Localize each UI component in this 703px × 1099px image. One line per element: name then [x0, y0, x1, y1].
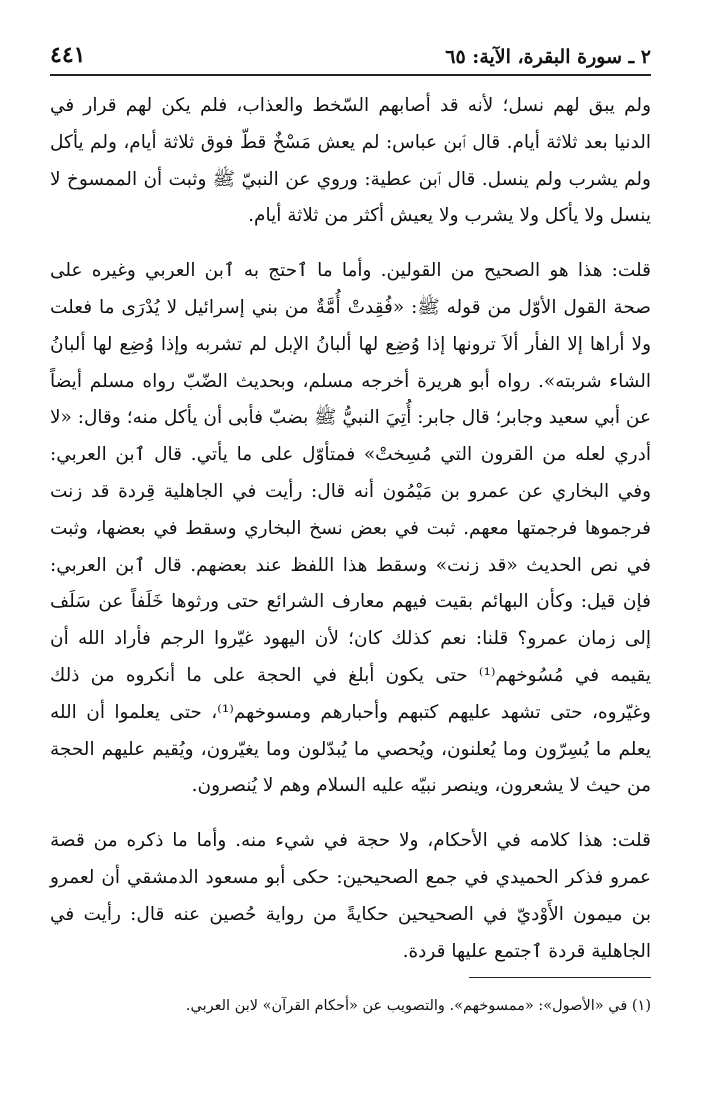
paragraph-3: قلت: هذا كلامه في الأحكام، ولا حجة في شيء منه. وأما ما ذكره من قصة عمرو فذكر الحميدي في جمع الصحيحين: حكى أبو مسعود الدمشقي أن لعمرو بن ميمون الأَوْديّ في الصحيحين حكايةً من رواية حُصين عنه قال: رأيت في الجاهلية قردة ٱجتمع عليها قردة. — [50, 830, 651, 962]
footnote-separator — [469, 977, 651, 978]
paragraph-1: ولم يبق لهم نسل؛ لأنه قد أصابهم السّخط والعذاب، فلم يكن لهم قرار في الدنيا بعد ثلاثة أيام. قال ٱبن عباس: لم يعش مَسْخٌ قطّ فوق ثلاثة أيام، ولم يأكل ولم يشرب ولم ينسل. قال ٱبن عطية: وروي عن النبيّ ﷺ وثبت أن الممسوخ لا ينسل ولا يأكل ولا يشرب ولا يعيش أكثر من ثلاثة أيام. — [50, 95, 651, 227]
running-title: ٢ ـ سورة البقرة، الآية: ٦٥ — [445, 46, 651, 68]
main-text — [50, 88, 651, 970]
footnote: (١) في «الأصول»: «ممسوخهم». والتصويب عن «أحكام القرآن» لابن العربي. — [185, 998, 651, 1014]
page-number: ٤٤١ — [50, 42, 86, 68]
paragraph-2: قلت: هذا هو الصحيح من القولين. وأما ما ٱحتج به ٱبن العربي وغيره على صحة القول الأوّل من قوله ﷺ: «فُقِدتْ أُمَّةٌ من بني إسرائيل لا يُدْرَى ما فعلت ولا أراها إلا الفأر ألاَ ترونها إذا وُضِع لها ألبانُ الإبل لم تشربه وإذا وُضِع لها ألبانُ الشاء شربته». رواه أبو هريرة أخرجه مسلم، وبحديث الضّبّ رواه مسلم أيضاً عن أبي سعيد وجابر؛ قال جابر: أُتِيَ النبيُّ ﷺ بضبّ فأبى أن يأكل منه؛ وقال: «لا أدري لعله من القرون التي مُسِختْ» فمتأوّل على ما يأتي. قال ٱبن العربي: وفي البخاري عن عمرو بن مَيْمُون أنه قال: رأيت في الجاهلية قِردة قد زنت فرجموها فرجمتها معهم. ثبت في بعض نسخ البخاري وسقط في بعضها، وثبت في نص الحديث «قد زنت» وسقط هذا اللفظ عند بعضهم. قال ٱبن العربي: فإن قيل: وكأن البهائم بقيت فيهم معارف الشرائع حتى ورثوها خَلَفاً عن سَلَف إلى زمان عمرو؟ قلنا: نعم كذلك كان؛ لأن اليهود غيّروا الرجم فأراد الله أن يقيمه في مُسُوخهم⁽¹⁾ حتى يكون أبلغ في الحجة على ما أنكروه من ذلك وغيّروه، حتى تشهد عليهم كتبهم وأحبارهم ومسوخهم⁽¹⁾، حتى يعلموا أن الله يعلم ما يُسِرّون وما يُعلنون، ويُحصي ما يُبدّلون وما يغيّرون، ويُقيم عليهم الحجة من حيث لا يشعرون، وينصر نبيّه عليه السلام وهم لا يُنصرون. — [50, 260, 651, 797]
page-header — [50, 36, 651, 76]
